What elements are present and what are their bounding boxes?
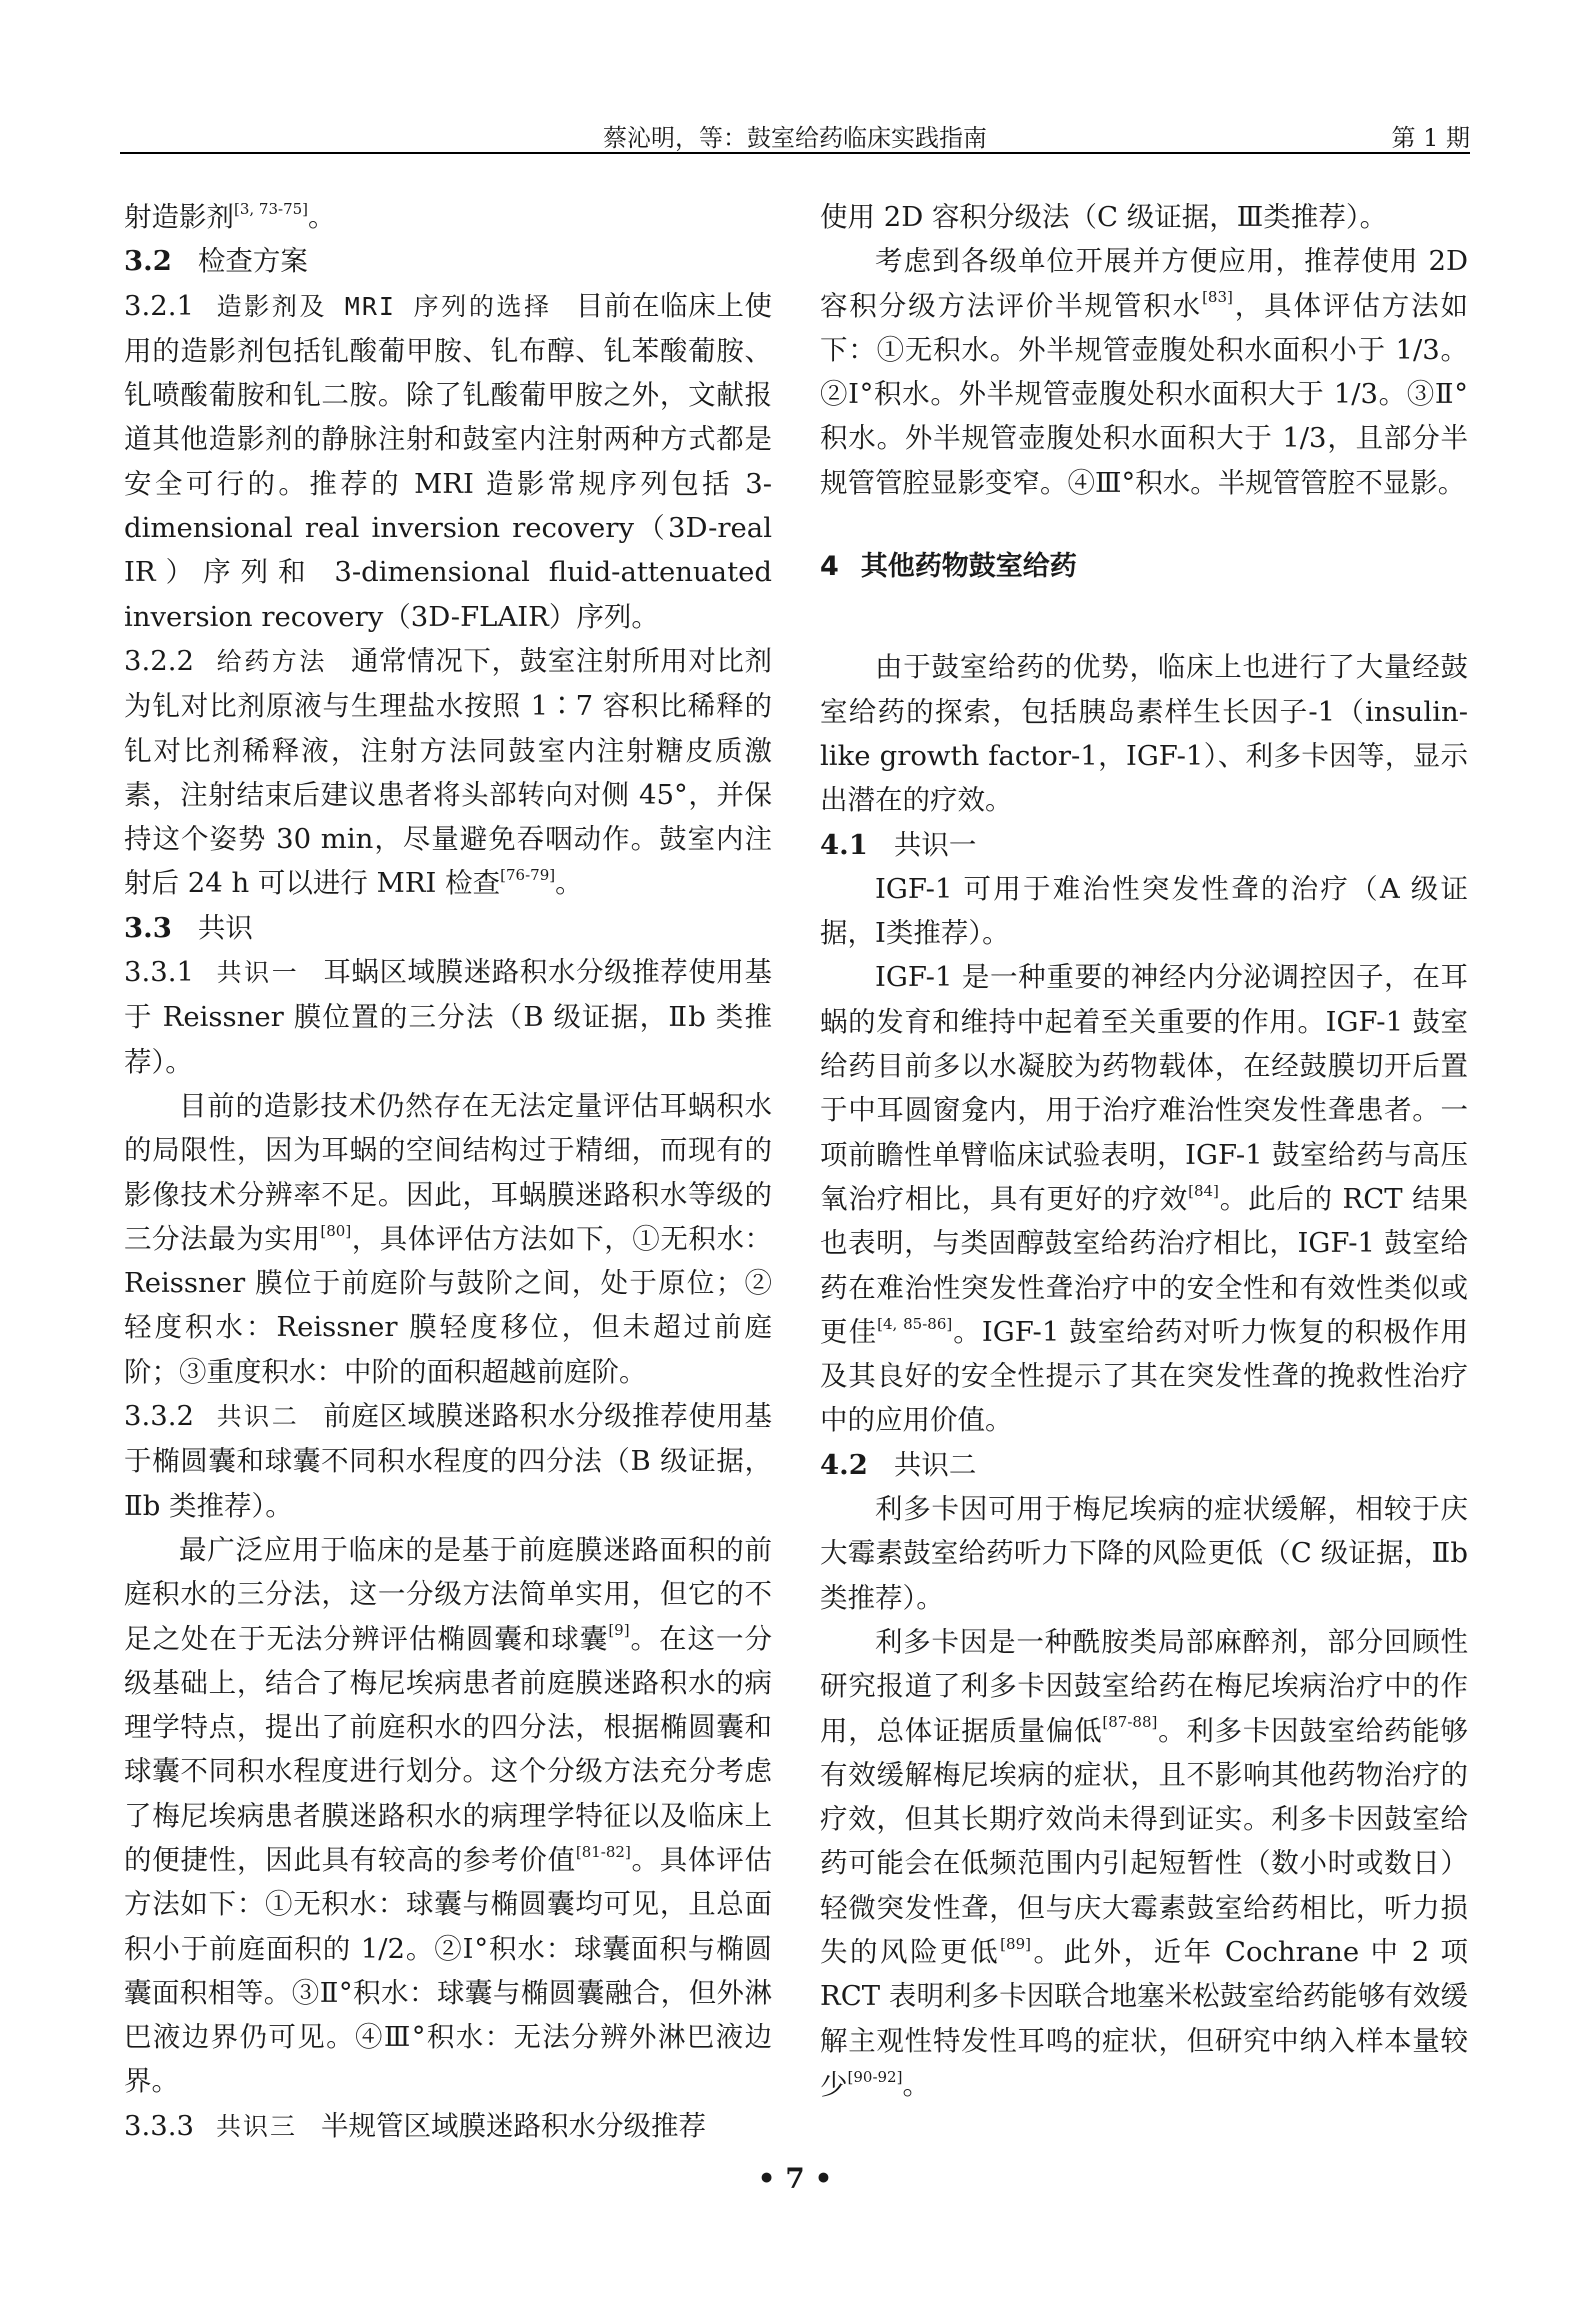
page-number: • 7 • [757, 2162, 833, 2195]
subsection-3-3-2: 3.3.2 共识二 前庭区域膜迷路积水分级推荐使用基于椭圆囊和球囊不同积水程度的四分法（B 级证据，Ⅱb 类推荐）。 [124, 1400, 772, 1522]
paragraph: 射造影剂[3, 73-75]。 [124, 199, 336, 233]
subsection-keyword: 共识三 [215, 2111, 297, 2141]
paragraph: 由于鼓室给药的优势，临床上也进行了大量经鼓室给药的探索，包括胰岛素样生长因子-1（insulin-like growth factor-1，IGF-1）、利多卡因等，显示出潜在的疗效。 [820, 651, 1468, 817]
subsection-keyword: 共识一 [215, 958, 300, 988]
section-heading-4-2: 4.2 共识二 [820, 1448, 977, 1481]
subsection-keyword: 给药方法 [215, 646, 328, 676]
subsection-keyword: 造影剂及 MRI 序列的选择 [215, 291, 552, 321]
subsection-3-3-3: 3.3.3 共识三 半规管区域膜迷路积水分级推荐 [124, 2109, 706, 2142]
citation[interactable]: [80] [320, 1221, 352, 1240]
citation[interactable]: [84] [1188, 1181, 1219, 1200]
left-column [124, 195, 772, 2149]
citation[interactable]: [81-82] [575, 1842, 631, 1861]
citation[interactable]: [83] [1202, 288, 1233, 307]
section-heading-4-1: 4.1 共识一 [820, 828, 977, 861]
running-header [120, 112, 1470, 154]
citation[interactable]: [76-79] [500, 866, 556, 885]
right-column [820, 195, 1468, 2107]
subsection-keyword: 共识二 [215, 1402, 300, 1432]
section-heading-3-2: 3.2 检查方案 [124, 245, 308, 278]
header-title: 蔡沁明，等：鼓室给药临床实践指南 [603, 124, 987, 152]
paragraph: 利多卡因是一种酰胺类局部麻醉剂，部分回顾性研究报道了利多卡因鼓室给药在梅尼埃病治疗中的作用，总体证据质量偏低[87-88]。利多卡因鼓室给药能够有效缓解梅尼埃病的症状，且不影响其他药物治疗的疗效，但其长期疗效尚未得到证实。利多卡因鼓室给药可能会在低频范围内引起短暂性（数小时或数日）轻微突发性聋，但与庆大霉素鼓室给药相比，听力损失的风险更低[89]。此外，近年 Cochrane 中 2 项 RCT 表明利多卡因联合地塞米松鼓室给药能够有效缓解主观性特发性耳鸣的症状，但研究中纳入样本量较少[90-92]。 [820, 1625, 1469, 2101]
citation[interactable]: [3, 73-75] [234, 199, 309, 218]
citation[interactable]: [4, 85-86] [877, 1314, 953, 1333]
header-issue: 第 1 期 [1391, 124, 1470, 152]
paragraph: 利多卡因可用于梅尼埃病的症状缓解，相较于庆大霉素鼓室给药听力下降的风险更低（C 级证据，Ⅱb 类推荐）。 [820, 1493, 1468, 1614]
citation[interactable]: [90-92] [847, 2067, 903, 2086]
section-heading-4: 4 其他药物鼓室给药 [820, 551, 1077, 583]
subsection-3-3-1: 3.3.1 共识一 耳蜗区域膜迷路积水分级推荐使用基于 Reissner 膜位置的三分法（B 级证据，Ⅱb 类推荐）。 [124, 956, 772, 1078]
section-heading-3-3: 3.3 共识 [124, 911, 253, 944]
paragraph: 使用 2D 容积分级法（C 级证据，Ⅲ类推荐）。 [820, 201, 1388, 233]
paragraph: IGF-1 可用于难治性突发性聋的治疗（A 级证据，Ⅰ类推荐）。 [820, 872, 1468, 950]
citation[interactable]: [87-88] [1102, 1713, 1158, 1732]
subsection-3-2-2: 3.2.2 给药方法 通常情况下，鼓室注射所用对比剂为钆对比剂原液与生理盐水按照 1∶7 容积比稀释的钆对比剂稀释液，注射方法同鼓室内注射糖皮质激素，注射结束后建议患者将头部转向对侧 45°，并保持这个姿势 30 min，尽量避免吞咽动作。鼓室内注射后 24 h 可以进行 MRI 检查[76-79]。 [124, 644, 772, 900]
paragraph: 目前的造影技术仍然存在无法定量评估耳蜗积水的局限性，因为耳蜗的空间结构过于精细，而现有的影像技术分辨率不足。因此，耳蜗膜迷路积水等级的三分法最为实用[80]，具体评估方法如下，①无积水：Reissner 膜位于前庭阶与鼓阶之间，处于原位；②轻度积水：Reissner 膜轻度移位，但未超过前庭阶；③重度积水：中阶的面积超越前庭阶。 [124, 1089, 773, 1388]
paragraph: IGF-1 是一种重要的神经内分泌调控因子，在耳蜗的发育和维持中起着至关重要的作用。IGF-1 鼓室给药目前多以水凝胶为药物载体，在经鼓膜切开后置于中耳圆窗龛内，用于治疗难治性突发性聋患者。一项前瞻性单臂临床试验表明，IGF-1 鼓室给药与高压氧治疗相比，具有更好的疗效[84]。此后的 RCT 结果也表明，与类固醇鼓室给药治疗相比，IGF-1 鼓室给药在难治性突发性聋治疗中的安全性和有效性类似或更佳[4, 85-86]。IGF-1 鼓室给药对听力恢复的积极作用及其良好的安全性提示了其在突发性聋的挽救性治疗中的应用价值。 [820, 961, 1469, 1437]
paragraph: 考虑到各级单位开展并方便应用，推荐使用 2D 容积分级方法评价半规管积水[83]，具体评估方法如下：①无积水。外半规管壶腹处积水面积小于 1/3。②Ⅰ°积水。外半规管壶腹处积水面积大于 1/3。③Ⅱ°积水。外半规管壶腹处积水面积大于 1/3，且部分半规管管腔显影变窄。④Ⅲ°积水。半规管管腔不显影。 [820, 245, 1468, 499]
citation[interactable]: [9] [608, 1621, 630, 1640]
subsection-3-2-1: 3.2.1 造影剂及 MRI 序列的选择 目前在临床上使用的造影剂包括钆酸葡甲胺、钆布醇、钆苯酸葡胺、钆喷酸葡胺和钆二胺。除了钆酸葡甲胺之外，文献报道其他造影剂的静脉注射和鼓室内注射两种方式都是安全可行的。推荐的 MRI 造影常规序列包括 3-dimensional real inversion recovery（3D-real IR）序列和 3-dimensional fluid-attenuated inversion recovery（3D-FLAIR）序列。 [124, 289, 772, 633]
paragraph: 最广泛应用于临床的是基于前庭膜迷路面积的前庭积水的三分法，这一分级方法简单实用，但它的不足之处在于无法分辨评估椭圆囊和球囊[9]。在这一分级基础上，结合了梅尼埃病患者前庭膜迷路积水的病理学特点，提出了前庭积水的四分法，根据椭圆囊和球囊不同积水程度进行划分。这个分级方法充分考虑了梅尼埃病患者膜迷路积水的病理学特征以及临床上的便捷性，因此具有较高的参考价值[81-82]。具体评估方法如下：①无积水：球囊与椭圆囊均可见，且总面积小于前庭面积的 1/2。②Ⅰ°积水：球囊面积与椭圆囊面积相等。③Ⅱ°积水：球囊与椭圆囊融合，但外淋巴液边界仍可见。④Ⅲ°积水：无法分辨外淋巴液边界。 [124, 1533, 773, 2098]
citation[interactable]: [89] [1000, 1934, 1031, 1953]
